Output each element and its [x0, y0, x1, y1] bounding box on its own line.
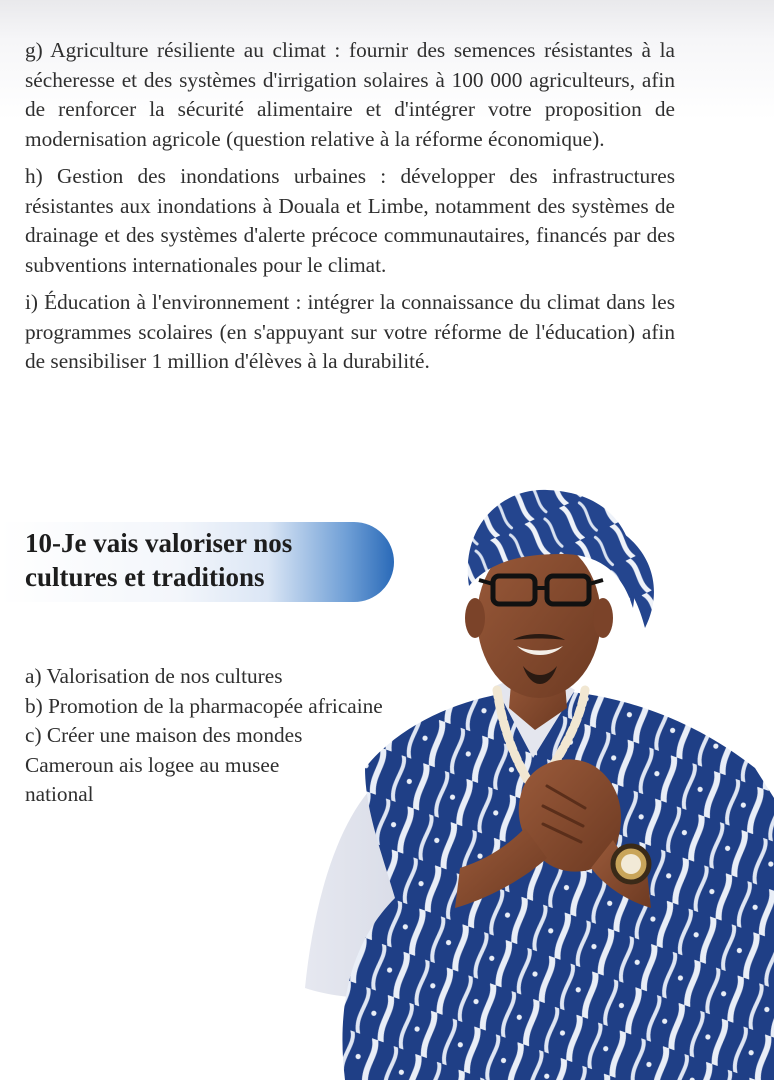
paragraphs-block — [25, 36, 675, 385]
list-item: national — [25, 782, 94, 806]
section-title: 10-Je vais valoriser nos cultures et traditions — [25, 528, 293, 592]
section-list — [25, 662, 455, 810]
paragraph-i: i) Éducation à l'environnement : intégrer la connaissance du climat dans les programmes scolaires (en s'appuyant sur votre réforme de l'éducation) afin de sensibiliser 1 million d'élèves à la durabilité. — [25, 290, 675, 373]
list-item: c) Créer une maison des mondes — [25, 723, 303, 747]
list-item: Cameroun ais logee au musee — [25, 752, 280, 777]
paragraph-h: h) Gestion des inondations urbaines : développer des infrastructures résistantes aux inondations à Douala et Limbe, notamment des systèmes de drainage et des systèmes d'alerte précoce communautaires, financés par des subventions internationales pour le climat. — [25, 164, 675, 277]
paragraph-g: g) Agriculture résiliente au climat : fournir des semences résistantes à la sécheresse et des systèmes d'irrigation solaires à 100 000 agriculteurs, afin de renforcer la sécurité alimentaire et d'intégrer votre proposition de modernisation agricole (question relative à la réforme économique). — [25, 38, 675, 151]
list-item: b) Promotion de la pharmacopée africaine — [25, 693, 383, 718]
list-item: a) Valorisation de nos cultures — [25, 664, 283, 688]
